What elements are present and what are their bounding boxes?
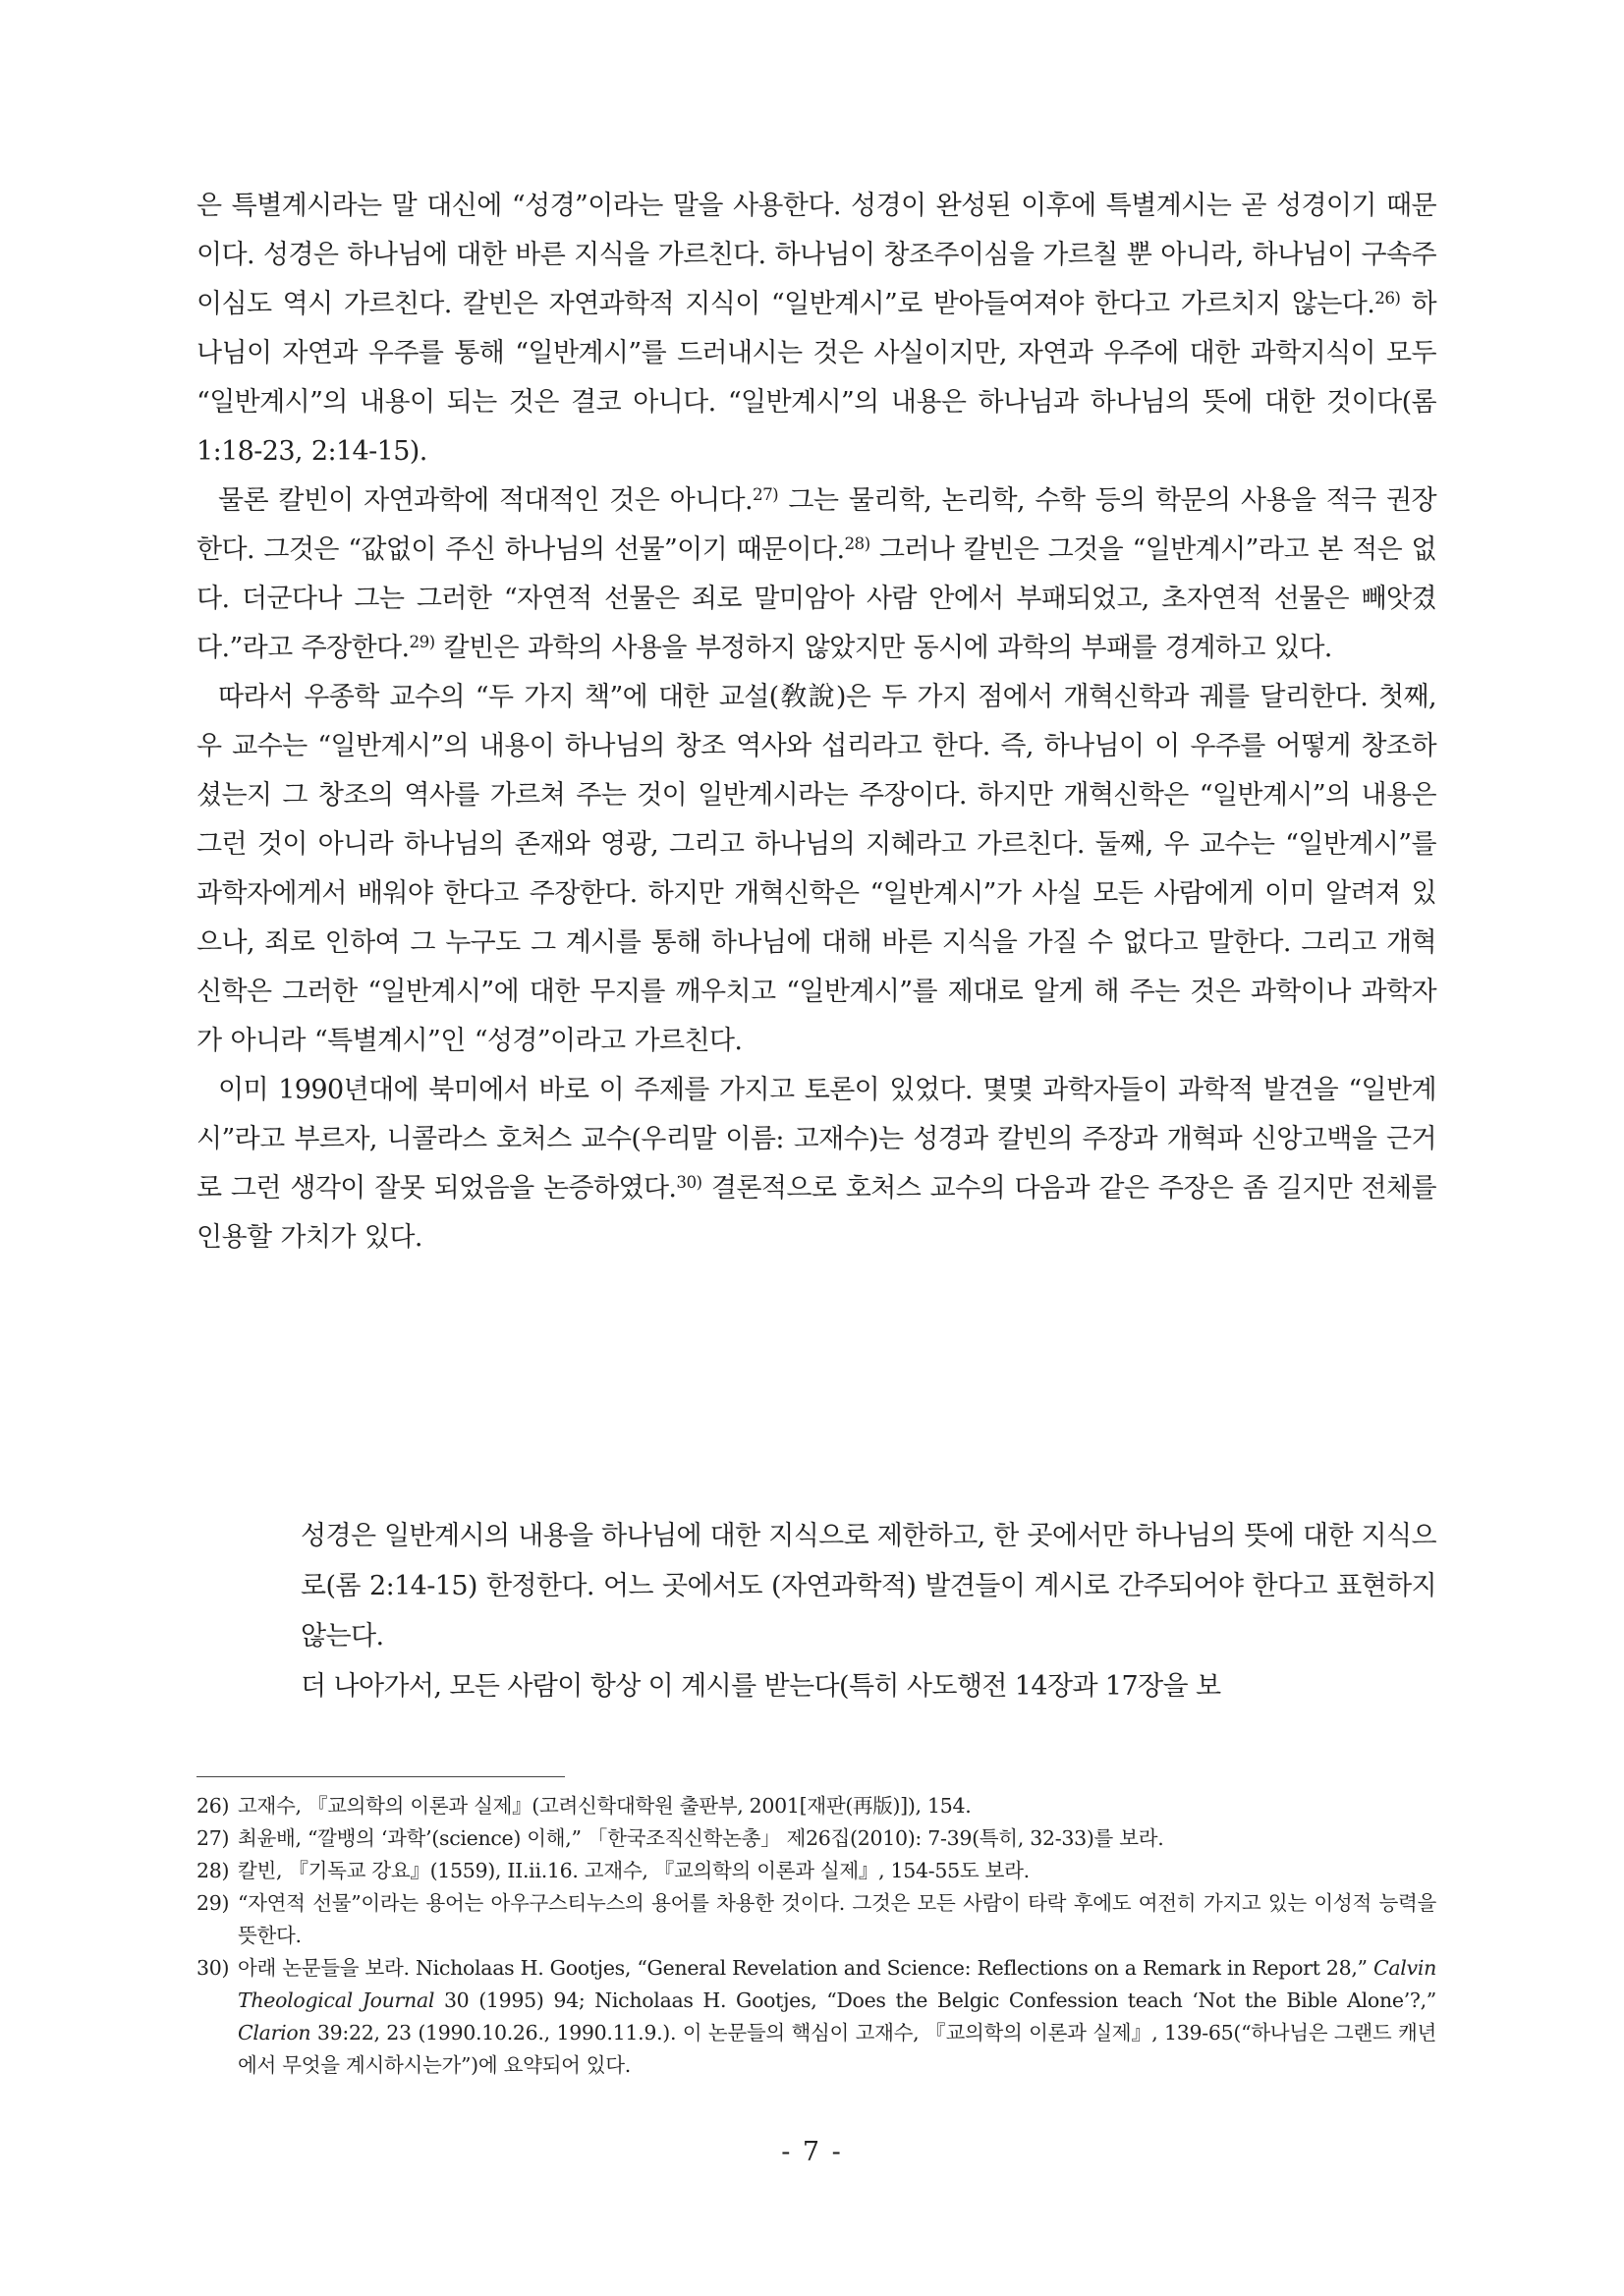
footnote-29 [196, 1887, 1436, 1952]
footnote-number: 27) [196, 1826, 230, 1850]
page-number: - 7 - [781, 2137, 843, 2167]
paragraph-3-text: 따라서 우종학 교수의 “두 가지 책”에 대한 교설(敎說)은 두 가지 점에서 개혁신학과 궤를 달리한다. 첫째, 우 교수는 “일반계시”의 내용이 하나님의 창조 역사와 섭리라고 한다. 즉, 하나님이 이 우주를 어떻게 창조하셨는지 그 창조의 역사를 가르쳐 주는 것이 일반계시라는 주장이다. 하지만 개혁신학은 “일반계시”의 내용은 그런 것이 아니라 하나님의 존재와 영광, 그리고 하나님의 지혜라고 가르친다. 둘째, 우 교수는 “일반계시”를 과학자에게서 배워야 한다고 주장한다. 하지만 개혁신학은 “일반계시”가 사실 모든 사람에게 이미 알려져 있으나, 죄로 인하여 그 누구도 그 계시를 통해 하나님에 대해 바른 지식을 가질 수 없다고 말한다. 그리고 개혁신학은 그러한 “일반계시”에 대한 무지를 깨우치고 “일반계시”를 제대로 알게 해 주는 것은 과학이나 과학자가 아니라 “특별계시”인 “성경”이라고 가르친다. [196, 682, 1436, 1056]
paragraph-4-text-a: 이미 1990년대에 북미에서 바로 이 주제를 가지고 토론이 있었다. 몇몇 과학자들이 과학적 발견을 “일반계시”라고 부르자, 니콜라스 호처스 교수(우리말 이름: 고재수)는 성경과 칼빈의 주장과 개혁파 신앙고백을 근거로 그런 생각이 잘못 되었음을 논증하였다. [196, 1075, 1436, 1204]
footnote-separator [196, 1776, 565, 1777]
footnote-number: 30) [196, 1956, 230, 1980]
journal-title: Calvin Theological Journal [238, 1956, 1436, 2012]
footnote-ref-28: 28) [844, 532, 870, 553]
paragraph-4-text-b: 결론적으로 호처스 교수의 다음과 같은 주장은 좀 길지만 전체를 인용할 가치가 있다. [196, 1173, 1437, 1253]
paragraph-2-text-a: 물론 칼빈이 자연과학에 적대적인 것은 아니다. [218, 485, 754, 516]
footnotes [196, 1790, 1436, 2082]
footnote-ref-29: 29) [409, 631, 435, 651]
footnote-number: 26) [196, 1794, 230, 1818]
footnote-ref-30: 30) [676, 1171, 702, 1192]
paragraph-2 [196, 476, 1436, 673]
footnote-26 [196, 1790, 1436, 1822]
footnote-text: 고재수, 『교의학의 이론과 실제』(고려신학대학원 출판부, 2001[재판(再版)]), 154. [238, 1794, 972, 1818]
footnote-text: 최윤배, “깔뱅의 ‘과학’(science) 이해,” 「한국조직신학논총」 제26집(2010): 7-39(특히, 32-33)를 보라. [238, 1826, 1164, 1850]
footnote-ref-27: 27) [753, 483, 779, 504]
paragraph-2-text-d: 칼빈은 과학의 사용을 부정하지 않았지만 동시에 과학의 부패를 경계하고 있다. [434, 633, 1332, 663]
footnote-28 [196, 1855, 1436, 1887]
paragraph-1-text-b: 하나님이 자연과 우주를 통해 “일반계시”를 드러내시는 것은 사실이지만, 자연과 우주에 대한 과학지식이 모두 “일반계시”의 내용이 되는 것은 결코 아니다. “일반계시”의 내용은 하나님과 하나님의 뜻에 대한 것이다(롬 1:18-23, 2:14-15). [196, 289, 1436, 467]
paragraph-1 [196, 182, 1436, 476]
quote-paragraph-1: 성경은 일반계시의 내용을 하나님에 대한 지식으로 제한하고, 한 곳에서만 하나님의 뜻에 대한 지식으로(롬 2:14-15) 한정한다. 어느 곳에서도 (자연과학적) 발견들이 계시로 간주되어야 한다고 표현하지 않는다. [301, 1521, 1436, 1652]
footnote-27 [196, 1822, 1436, 1855]
footnote-text-c: 30 (1995) 94; Nicholaas H. Gootjes, “Does the Belgic Confession teach ‘Not the Bible Alone’?,” [434, 1988, 1436, 2012]
paragraph-1-text-a: 은 특별계시라는 말 대신에 “성경”이라는 말을 사용한다. 성경이 완성된 이후에 특별계시는 곧 성경이기 때문이다. 성경은 하나님에 대한 바른 지식을 가르친다. 하나님이 창조주이심을 가르칠 뿐 아니라, 하나님이 구속주이심도 역시 가르친다. 칼빈은 자연과학적 지식이 “일반계시”로 받아들여져야 한다고 가르치지 않는다. [196, 191, 1436, 319]
paragraph-2-text-b: 그는 물리학, 논리학, 수학 등의 학문의 사용을 적극 권장한다. 그것은 “값없이 주신 하나님의 선물”이기 때문이다. [196, 485, 1436, 565]
magazine-title: Clarion [238, 2021, 311, 2044]
block-quote [301, 1511, 1436, 1711]
footnote-number: 28) [196, 1859, 230, 1882]
quote-paragraph-2: 더 나아가서, 모든 사람이 항상 이 계시를 받는다(특히 사도행전 14장과 17장을 보 [301, 1671, 1221, 1702]
footnote-number: 29) [196, 1891, 230, 1915]
paragraph-2-text-c: 그러나 칼빈은 그것을 “일반계시”라고 본 적은 없다. 더군다나 그는 그러한 “자연적 선물은 죄로 말미암아 사람 안에서 부패되었고, 초자연적 선물은 빼앗겼다.”라고 주장한다. [196, 534, 1436, 663]
paragraph-3 [196, 673, 1436, 1066]
body-text [196, 182, 1436, 1262]
footnote-ref-26: 26) [1374, 287, 1401, 308]
footnote-30 [196, 1952, 1436, 2082]
paragraph-4 [196, 1066, 1436, 1262]
footnote-text-a: 아래 논문들을 보라. Nicholaas H. Gootjes, “General Revelation and Science: Reflections on a Remark in Report 28,” [238, 1956, 1373, 1980]
footnote-text: 칼빈, 『기독교 강요』(1559), II.ii.16. 고재수, 『교의학의 이론과 실제』, 154-55도 보라. [238, 1859, 1030, 1882]
footnote-text-e: 39:22, 23 (1990.10.26., 1990.11.9.). 이 논문들의 핵심이 고재수, 『교의학의 이론과 실제』, 139-65(“하나님은 그랜드 캐년에서 무엇을 계시하시는가”)에 요약되어 있다. [238, 2021, 1436, 2077]
footnote-text: “자연적 선물”이라는 용어는 아우구스티누스의 용어를 차용한 것이다. 그것은 모든 사람이 타락 후에도 여전히 가지고 있는 이성적 능력을 뜻한다. [238, 1891, 1436, 1947]
